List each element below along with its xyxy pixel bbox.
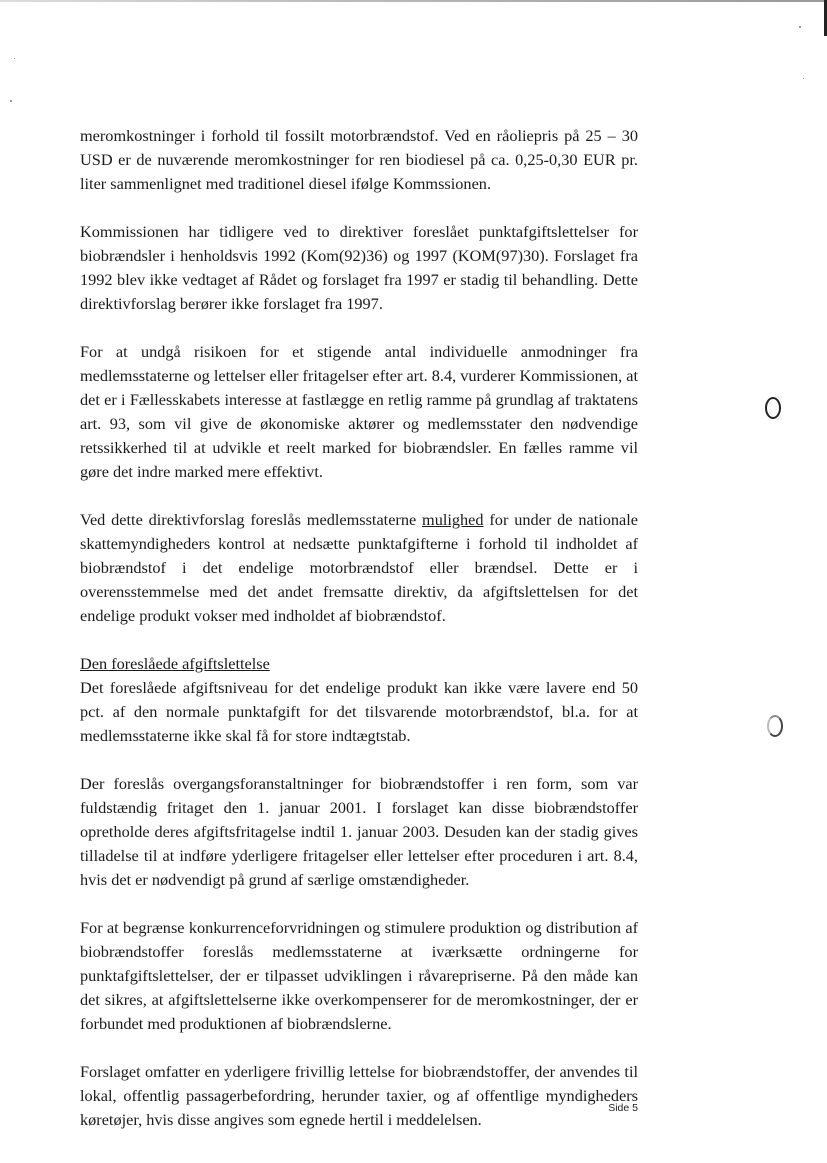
section-heading: [80, 652, 638, 676]
scan-speck: [14, 58, 15, 59]
underlined-word: mulighed: [422, 510, 484, 529]
paragraph: Det foreslåede afgiftsniveau for det endelige produkt kan ikke være lavere end 50 pct. af den normale punktafgift for det tilsvarende motorbrændstof, bl.a. for at medlemsstaterne ikke skal få for store indtægtstab.: [80, 678, 638, 745]
scan-edge: [0, 0, 827, 2]
paragraph: [80, 508, 638, 628]
punch-hole-mark: [767, 715, 783, 737]
scan-speck: [803, 78, 804, 79]
paragraph: Kommissionen har tidligere ved to direktiver foreslået punktafgiftslettelser for biobrændsler i henholdsvis 1992 (Kom(92)36) og 1997 (KOM(97)30). Forslaget fra 1992 blev ikke vedtaget af Rådet og forslaget fra 1997 er stadig til behandling. Dette direktivforslag berører ikke forslaget fra 1997.: [80, 222, 638, 313]
paragraph: Der foreslås overgangsforanstaltninger for biobrændstoffer i ren form, som var fuldstændig fritaget den 1. januar 2001. I forslaget kan disse biobrændstoffer opretholde deres afgiftsfritagelse indtil 1. januar 2003. Desuden kan der stadig gives tilladelse til at indføre yderligere fritagelser eller lettelser efter proceduren i art. 8.4, hvis det er nødvendigt på grund af særlige omstændigheder.: [80, 774, 638, 889]
document-body: [80, 124, 638, 1132]
paragraph: Forslaget omfatter en yderligere frivillig lettelse for biobrændstoffer, der anvendes til lokal, offentlig passagerbefordring, herunder taxier, og af offentlige myndigheders køretøjer, hvis disse angives som egnede hertil i meddelelsen.: [80, 1062, 638, 1129]
paragraph: For at begrænse konkurrenceforvridningen og stimulere produktion og distribution af biobrændstoffer foreslås medlemsstaterne at iværksætte ordningerne for punktafgiftslettelser, der er tilpasset udviklingen i råvarepriserne. På den måde kan det sikres, at afgiftslettelserne ikke overkompenserer for de meromkostninger, der er forbundet med produktionen af biobrændslerne.: [80, 918, 638, 1033]
paragraph-text: Ved dette direktivforslag foreslås medlemsstaterne: [80, 510, 423, 529]
section-heading-text: Den foreslåede afgiftslettelse: [80, 654, 270, 673]
scan-speck: [10, 100, 12, 102]
page-number: Side 5: [608, 1102, 638, 1114]
scan-speck: [799, 26, 801, 28]
punch-hole-mark: [765, 397, 781, 419]
paragraph: For at undgå risikoen for et stigende antal individuelle anmodninger fra medlemsstaterne og lettelser eller fritagelser efter art. 8.4, vurderer Kommissionen, at det er i Fællesskabets interesse at fastlægge en retlig ramme på grundlag af traktatens art. 93, som vil give de økonomiske aktører og medlemsstater den nødvendige retssikkerhed til at udvikle et reelt marked for biobrændsler. En fælles ramme vil gøre det indre marked mere effektivt.: [80, 342, 638, 481]
paragraph-text: for under de nationale skattemyndigheders kontrol at nedsætte punktafgifterne i forhold til indholdet af biobrændstof i det endelige motorbrændstof eller brændsel. Dette er i overensstemmelse med det andet fremsatte direktiv, da afgiftslettelsen for det endelige produkt vokser med indholdet af biobrændstof.: [80, 510, 638, 625]
paragraph: meromkostninger i forhold til fossilt motorbrændstof. Ved en råoliepris på 25 – 30 USD er de nuværende meromkostninger for ren biodiesel på ca. 0,25-0,30 EUR pr. liter sammenlignet med traditionel diesel ifølge Kommssionen.: [80, 126, 638, 193]
